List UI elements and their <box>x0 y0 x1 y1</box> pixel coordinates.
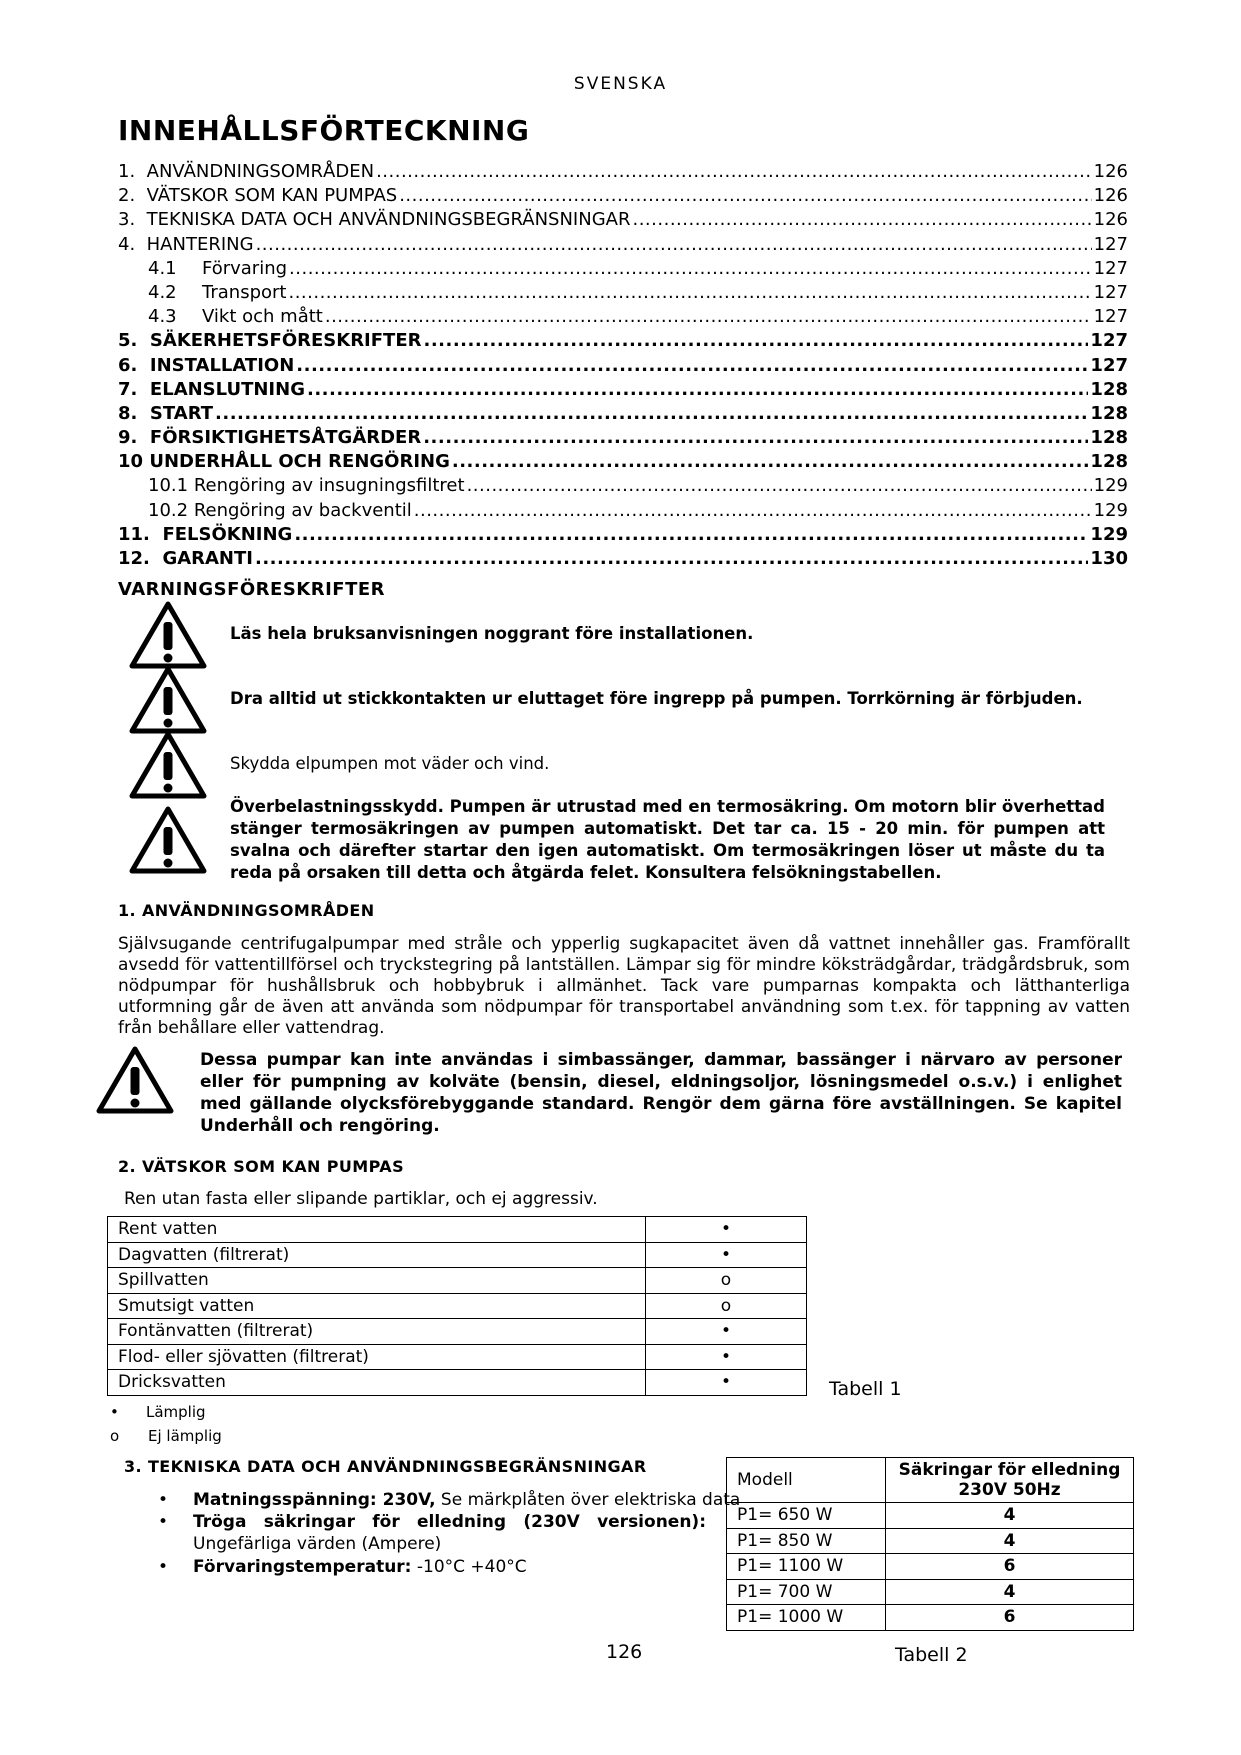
spec-label: Förvaringstemperatur: <box>193 1557 412 1577</box>
table-row <box>727 1554 1134 1580</box>
toc-page: 128 <box>1090 427 1128 449</box>
toc-num: 11. <box>118 523 150 545</box>
toc-entry[interactable] <box>118 233 1128 257</box>
toc-entry[interactable] <box>118 402 1128 426</box>
toc-page: 128 <box>1090 451 1128 473</box>
page-number: 126 <box>606 1641 643 1663</box>
table-cell: Rent vatten <box>108 1217 646 1243</box>
table-row <box>727 1503 1134 1529</box>
toc-entry[interactable] <box>118 160 1128 184</box>
warning-text: Överbelastningsskydd. Pumpen är utrustad med en termosäkring. Om motorn blir överhettad stänger termosäkringen av pumpen automatiskt. Det tar ca. 15 - 20 min. för pumpen att svalna och därefter startar den igen automatiskt. Om termosäkringen löser ut måste du ta reda på orsaken till detta och åtgärda felet. Konsultera felsökningstabellen. <box>230 797 1105 882</box>
spec-label: Tröga säkringar för elledning (230V versionen): <box>193 1512 706 1532</box>
toc-entry[interactable] <box>118 426 1128 450</box>
toc-page: 129 <box>1093 499 1128 521</box>
toc-entry[interactable] <box>118 184 1128 208</box>
toc-label: FELSÖKNING <box>162 523 293 545</box>
table-row <box>727 1605 1134 1631</box>
table-cell: Flod- eller sjövatten (filtrerat) <box>108 1344 646 1370</box>
table-cell: 6 <box>886 1605 1134 1631</box>
toc-label: Transport <box>202 281 287 303</box>
table-row <box>108 1293 807 1319</box>
spec-value: Ungefärliga värden (Ampere) <box>193 1534 442 1554</box>
table-row <box>727 1579 1134 1605</box>
table-cell: P1= 700 W <box>727 1579 886 1605</box>
table-header-cell <box>886 1458 1134 1503</box>
toc-num: 4.2 <box>148 281 177 303</box>
toc-label: Rengöring av insugningsfiltret <box>193 475 465 497</box>
section-heading: 1. ANVÄNDNINGSOMRÅDEN <box>118 901 375 920</box>
toc-entry[interactable] <box>118 547 1128 571</box>
bullet-icon: • <box>158 1557 169 1577</box>
spec-value: -10°C +40°C <box>411 1557 527 1577</box>
toc-page: 127 <box>1090 354 1128 376</box>
toc-leader <box>632 208 1091 232</box>
table-cell: • <box>646 1370 807 1396</box>
table-cell: • <box>646 1319 807 1345</box>
toc-page: 129 <box>1090 523 1128 545</box>
toc-entry[interactable] <box>118 329 1128 353</box>
toc-leader <box>294 523 1088 547</box>
spec-label: Matningsspänning: 230V, <box>193 1490 436 1510</box>
table-cell: • <box>646 1344 807 1370</box>
toc-label: INSTALLATION <box>149 354 295 376</box>
toc-num: 10 <box>118 451 144 473</box>
toc-page: 127 <box>1093 257 1128 279</box>
table-row <box>108 1344 807 1370</box>
section-heading: 3. TEKNISKA DATA OCH ANVÄNDNINGSBEGRÄNSNINGAR <box>124 1457 647 1476</box>
warning-triangle-icon <box>128 600 208 670</box>
toc-label: Rengöring av backventil <box>193 499 412 521</box>
table-header-row <box>727 1458 1134 1503</box>
toc-num: 7. <box>118 378 138 400</box>
toc-num: 4.1 <box>148 257 177 279</box>
toc-entry[interactable] <box>118 354 1128 378</box>
toc-leader <box>289 257 1092 281</box>
table-cell: • <box>646 1217 807 1243</box>
warning-triangle-icon <box>128 730 208 800</box>
toc-entry[interactable] <box>118 499 1128 523</box>
bullet-icon: • <box>158 1512 169 1532</box>
toc-leader <box>376 160 1092 184</box>
toc-num: 3. <box>118 209 136 231</box>
toc-entry[interactable] <box>118 450 1128 474</box>
toc-label: HANTERING <box>146 233 254 255</box>
toc-leader <box>256 233 1092 257</box>
toc-num: 10.1 <box>148 475 189 497</box>
table-cell: Fontänvatten (filtrerat) <box>108 1319 646 1345</box>
toc-label: VÄTSKOR SOM KAN PUMPAS <box>146 185 398 207</box>
warning-triangle-icon <box>95 1045 175 1115</box>
table-row <box>108 1319 807 1345</box>
toc-label: GARANTI <box>162 548 253 569</box>
legend-text: Lämplig <box>146 1403 206 1421</box>
toc-label: FÖRSIKTIGHETSÅTGÄRDER <box>149 427 422 449</box>
toc-leader <box>414 499 1092 523</box>
table-cell: • <box>646 1242 807 1268</box>
toc-num: 9. <box>118 427 138 449</box>
table-header-cell: Modell <box>727 1458 886 1503</box>
toc-page: 127 <box>1090 330 1128 352</box>
table-row <box>108 1242 807 1268</box>
toc-num: 1. <box>118 161 136 182</box>
toc-label: SÄKERHETSFÖRESKRIFTER <box>149 330 422 352</box>
table-cell: P1= 1000 W <box>727 1605 886 1631</box>
toc-page: 128 <box>1090 378 1128 400</box>
table-cell: 4 <box>886 1579 1134 1605</box>
table-cell: Spillvatten <box>108 1268 646 1294</box>
toc-page: 129 <box>1093 475 1128 497</box>
table-cell: o <box>646 1268 807 1294</box>
table-cell: 6 <box>886 1554 1134 1580</box>
table-caption: Tabell 1 <box>829 1378 902 1400</box>
toc-leader <box>399 184 1091 208</box>
spec-value: Se märkplåten över elektriska data <box>435 1490 741 1510</box>
toc-entry[interactable] <box>118 281 1128 305</box>
section-intro: Ren utan fasta eller slipande partiklar, och ej aggressiv. <box>124 1189 598 1209</box>
toc-num: 10.2 <box>148 499 189 521</box>
toc-entry[interactable] <box>118 208 1128 232</box>
toc-entry[interactable] <box>118 523 1128 547</box>
liquids-table <box>107 1216 807 1396</box>
toc-num: 6. <box>118 354 138 376</box>
table-cell: o <box>646 1293 807 1319</box>
table-cell: 4 <box>886 1503 1134 1529</box>
fuse-header-line1: Säkringar för elledning <box>898 1460 1121 1480</box>
toc-page: 127 <box>1093 281 1128 303</box>
table-cell: P1= 1100 W <box>727 1554 886 1580</box>
warnings-heading: VARNINGSFÖRESKRIFTER <box>118 579 386 600</box>
table-cell: Dagvatten (filtrerat) <box>108 1242 646 1268</box>
toc-label: TEKNISKA DATA OCH ANVÄNDNINGSBEGRÄNSNINGAR <box>146 209 631 231</box>
legend-symbol: o <box>110 1427 120 1445</box>
table-row <box>108 1217 807 1243</box>
toc-leader <box>296 354 1088 378</box>
toc-leader <box>467 474 1092 498</box>
toc-page: 130 <box>1090 548 1128 569</box>
warning-triangle-icon <box>128 665 208 735</box>
warning-text: Dra alltid ut stickkontakten ur eluttaget före ingrepp på pumpen. Torrkörning är förbjuden. <box>230 689 1083 708</box>
section-body: Självsugande centrifugalpumpar med stråle och ypperlig sugkapacitet även då vattnet innehåller gas. Framförallt avsedd för vattentillförsel och tryckstegring på lantställen. Lämpar sig för mindre köksträdgårdar, trädgårdsbruk, som nödpumpar för hushållsbruk och hobbybruk i allmänhet. Tack vare pumparnas kompakta och lätthanterliga utformning går de även att använda som nödpumpar för transportabel användning som t.ex. för tappning av vatten från behållare eller vattendrag. <box>118 934 1130 1038</box>
toc-page: 126 <box>1093 185 1128 207</box>
toc-leader <box>423 329 1088 353</box>
table-row <box>727 1528 1134 1554</box>
toc-page: 127 <box>1093 306 1128 328</box>
fuse-table <box>726 1457 1134 1631</box>
toc-num: 4. <box>118 233 136 255</box>
toc-leader <box>423 426 1088 450</box>
table-cell: P1= 650 W <box>727 1503 886 1529</box>
toc-leader <box>325 305 1092 329</box>
toc-num: 8. <box>118 402 138 424</box>
warning-triangle-icon <box>128 805 208 875</box>
toc-page: 126 <box>1093 209 1128 231</box>
toc-leader <box>452 450 1089 474</box>
toc-entry[interactable] <box>118 378 1128 402</box>
table-of-contents <box>118 160 1128 571</box>
table-cell: P1= 850 W <box>727 1528 886 1554</box>
section-heading: 2. VÄTSKOR SOM KAN PUMPAS <box>118 1157 404 1176</box>
table-row <box>108 1370 807 1396</box>
toc-num: 5. <box>118 330 138 352</box>
table-cell: 4 <box>886 1528 1134 1554</box>
table-caption: Tabell 2 <box>895 1644 968 1666</box>
toc-page: 128 <box>1090 402 1128 424</box>
language-header: SVENSKA <box>573 74 668 94</box>
toc-leader <box>255 547 1088 571</box>
bullet-icon: • <box>158 1490 169 1510</box>
legend-symbol: • <box>110 1403 119 1421</box>
table-cell: Smutsigt vatten <box>108 1293 646 1319</box>
warning-text: Dessa pumpar kan inte användas i simbassänger, dammar, bassänger i närvaro av personer eller för pumpning av kolväte (bensin, diesel, eldningsoljor, lösningsmedel o.s.v.) i enlighet med gällande olycksförebyggande standard. Rengör dem gärna före avställningen. Se kapitel Underhåll och rengöring. <box>200 1050 1122 1136</box>
toc-leader <box>288 281 1091 305</box>
toc-entry[interactable] <box>118 257 1128 281</box>
legend-text: Ej lämplig <box>148 1427 222 1445</box>
table-cell: Dricksvatten <box>108 1370 646 1396</box>
toc-label: Vikt och mått <box>202 306 323 328</box>
toc-entry[interactable] <box>118 305 1128 329</box>
toc-label: ANVÄNDNINGSOMRÅDEN <box>146 161 375 182</box>
toc-page: 127 <box>1093 233 1128 255</box>
toc-entry[interactable] <box>118 474 1128 498</box>
toc-num: 2. <box>118 185 136 207</box>
toc-title: INNEHÅLLSFÖRTECKNING <box>118 114 530 147</box>
warning-text: Skydda elpumpen mot väder och vind. <box>230 754 550 773</box>
toc-leader <box>307 378 1088 402</box>
toc-label: Förvaring <box>202 257 288 279</box>
fuse-header-line2: 230V 50Hz <box>958 1480 1061 1500</box>
toc-num: 4.3 <box>148 306 177 328</box>
toc-label: START <box>149 402 214 424</box>
toc-label: ELANSLUTNING <box>149 378 305 400</box>
toc-label: UNDERHÅLL OCH RENGÖRING <box>149 451 450 473</box>
warning-text: Läs hela bruksanvisningen noggrant före installationen. <box>230 624 754 643</box>
toc-page: 126 <box>1093 161 1128 182</box>
toc-leader <box>215 402 1088 426</box>
table-row <box>108 1268 807 1294</box>
toc-num: 12. <box>118 548 150 569</box>
